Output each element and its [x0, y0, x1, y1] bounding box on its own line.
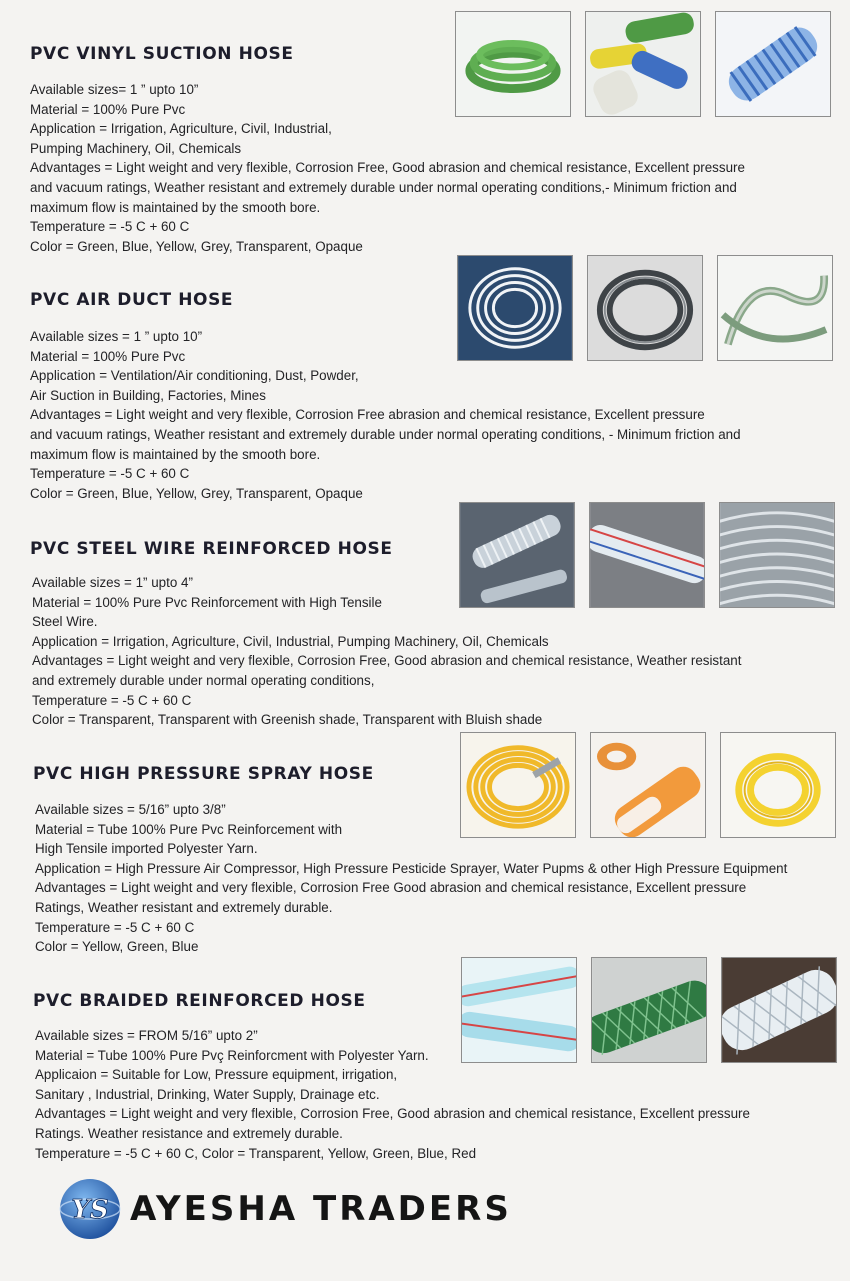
spec-line: Color = Yellow, Green, Blue: [35, 939, 199, 955]
section-title: PVC STEEL WIRE REINFORCED HOSE: [30, 539, 393, 559]
spec-line: maximum flow is maintained by the smooth bore.: [30, 446, 321, 462]
product-photos: [461, 957, 837, 1063]
spec-line: Ratings. Weather resistance and extremely durable.: [35, 1125, 343, 1141]
spec-line: Material = 100% Pure Pvc Reinforcement with High Tensile: [32, 594, 382, 610]
spec-line: and vacuum ratings, Weather resistant and extremely durable under normal operating conditions,- Minimum friction and: [30, 179, 737, 195]
multicolor-suction-hose-photo: [585, 11, 701, 117]
product-photos: [457, 255, 833, 361]
product-photos: [455, 11, 831, 117]
blue-suction-hose-photo: [715, 11, 831, 117]
green-duct-hose-photo: [717, 255, 833, 361]
spec-line: and vacuum ratings, Weather resistant and extremely durable under normal operating conditions, - Minimum friction and: [30, 426, 741, 442]
spec-line: Material = Tube 100% Pure Pvc Reinforcement with: [35, 821, 343, 837]
yellow-spray-hose-coil-photo: [460, 732, 576, 838]
svg-text:YS: YS: [71, 1195, 109, 1225]
spec-line: Advantages = Light weight and very flexible, Corrosion Free, Good abrasion and chemical resistance, Excellent pressure: [35, 1106, 750, 1122]
spec-line: Temperature = -5 C + 60 C: [30, 466, 190, 482]
spec-line: Temperature = -5 C + 60 C: [30, 219, 190, 235]
spec-line: High Tensile imported Polyester Yarn.: [35, 841, 258, 857]
spec-line: Material = Tube 100% Pure Pvç Reinforcment with Polyester Yarn.: [35, 1047, 429, 1063]
spec-line: Sanitary , Industrial, Drinking, Water Supply, Drainage etc.: [35, 1086, 380, 1102]
spec-line: Available sizes = FROM 5/16” upto 2”: [35, 1028, 258, 1043]
product-photos: [459, 502, 835, 608]
spec-line: Temperature = -5 C + 60 C: [32, 692, 192, 708]
spec-line: Applicaion = Suitable for Low, Pressure equipment, irrigation,: [35, 1067, 398, 1083]
spec-line: Color = Green, Blue, Yellow, Grey, Transparent, Opaque: [30, 485, 363, 501]
spec-line: Color = Transparent, Transparent with Greenish shade, Transparent with Bluish shade: [32, 712, 543, 728]
ayesha-traders-logo-icon: [58, 1177, 122, 1241]
grey-duct-hose-photo: [587, 255, 703, 361]
green-braided-hose-photo: [591, 957, 707, 1063]
section-title: PVC BRAIDED REINFORCED HOSE: [33, 991, 366, 1011]
spec-line: Air Suction in Building, Factories, Mines: [30, 387, 266, 403]
spec-line: Application = Irrigation, Agriculture, Civil, Industrial, Pumping Machinery, Oil, Chemicals: [32, 633, 549, 649]
brand-footer: [58, 1177, 512, 1241]
spec-line: and extremely durable under normal operating conditions,: [32, 672, 375, 688]
striped-steel-wire-hose-photo: [589, 502, 705, 608]
white-braided-hose-photo: [721, 957, 837, 1063]
spec-line: Advantages = Light weight and very flexible, Corrosion Free Good abrasion and chemical resistance, Excellent pressure: [35, 880, 747, 896]
spec-line: Available sizes = 1” upto 4”: [32, 575, 193, 590]
wire-coil-closeup-photo: [719, 502, 835, 608]
spec-line: Available sizes= 1 ” upto 10”: [30, 82, 199, 97]
clear-duct-hose-photo: [457, 255, 573, 361]
section-title: PVC AIR DUCT HOSE: [30, 290, 234, 310]
spec-line: Material = 100% Pure Pvc: [30, 348, 186, 364]
spec-line: Temperature = -5 C + 60 C, Color = Transparent, Yellow, Green, Blue, Red: [35, 1145, 477, 1161]
spec-line: Available sizes = 1 ” upto 10”: [30, 329, 203, 344]
yellow-spray-hose-photo: [720, 732, 836, 838]
green-suction-hose-photo: [455, 11, 571, 117]
spec-line: Material = 100% Pure Pvc: [30, 101, 186, 117]
spec-line: Application = High Pressure Air Compressor, High Pressure Pesticide Sprayer, Water Pupms & other High Pressure Equipment: [35, 860, 788, 876]
spec-line: Application = Ventilation/Air conditioning, Dust, Powder,: [30, 368, 359, 384]
spec-line: Advantages = Light weight and very flexible, Corrosion Free, Good abrasion and chemical resistance, Weather resistant: [32, 653, 742, 669]
product-photos: [460, 732, 836, 838]
spec-line: Pumping Machinery, Oil, Chemicals: [30, 140, 242, 156]
section-title: PVC HIGH PRESSURE SPRAY HOSE: [33, 764, 374, 784]
spec-line: Available sizes = 5/16” upto 3/8”: [35, 802, 226, 817]
spec-line: Advantages = Light weight and very flexible, Corrosion Free, Good abrasion and chemical resistance, Excellent pressure: [30, 160, 745, 176]
clear-steel-wire-hose-photo: [459, 502, 575, 608]
section-title: PVC VINYL SUCTION HOSE: [30, 44, 294, 64]
spec-line: Temperature = -5 C + 60 C: [35, 919, 195, 935]
spec-line: Ratings, Weather resistant and extremely durable.: [35, 899, 333, 915]
spec-line: Application = Irrigation, Agriculture, Civil, Industrial,: [30, 121, 332, 137]
orange-spray-hose-section-photo: [590, 732, 706, 838]
spec-line: Advantages = Light weight and very flexible, Corrosion Free abrasion and chemical resistance, Excellent pressure: [30, 407, 705, 423]
brand-name: AYESHA TRADERS: [130, 1189, 512, 1229]
spec-line: maximum flow is maintained by the smooth bore.: [30, 199, 321, 215]
clear-braided-hose-photo: [461, 957, 577, 1063]
spec-line: Steel Wire.: [32, 614, 98, 630]
spec-line: Color = Green, Blue, Yellow, Grey, Transparent, Opaque: [30, 238, 363, 254]
